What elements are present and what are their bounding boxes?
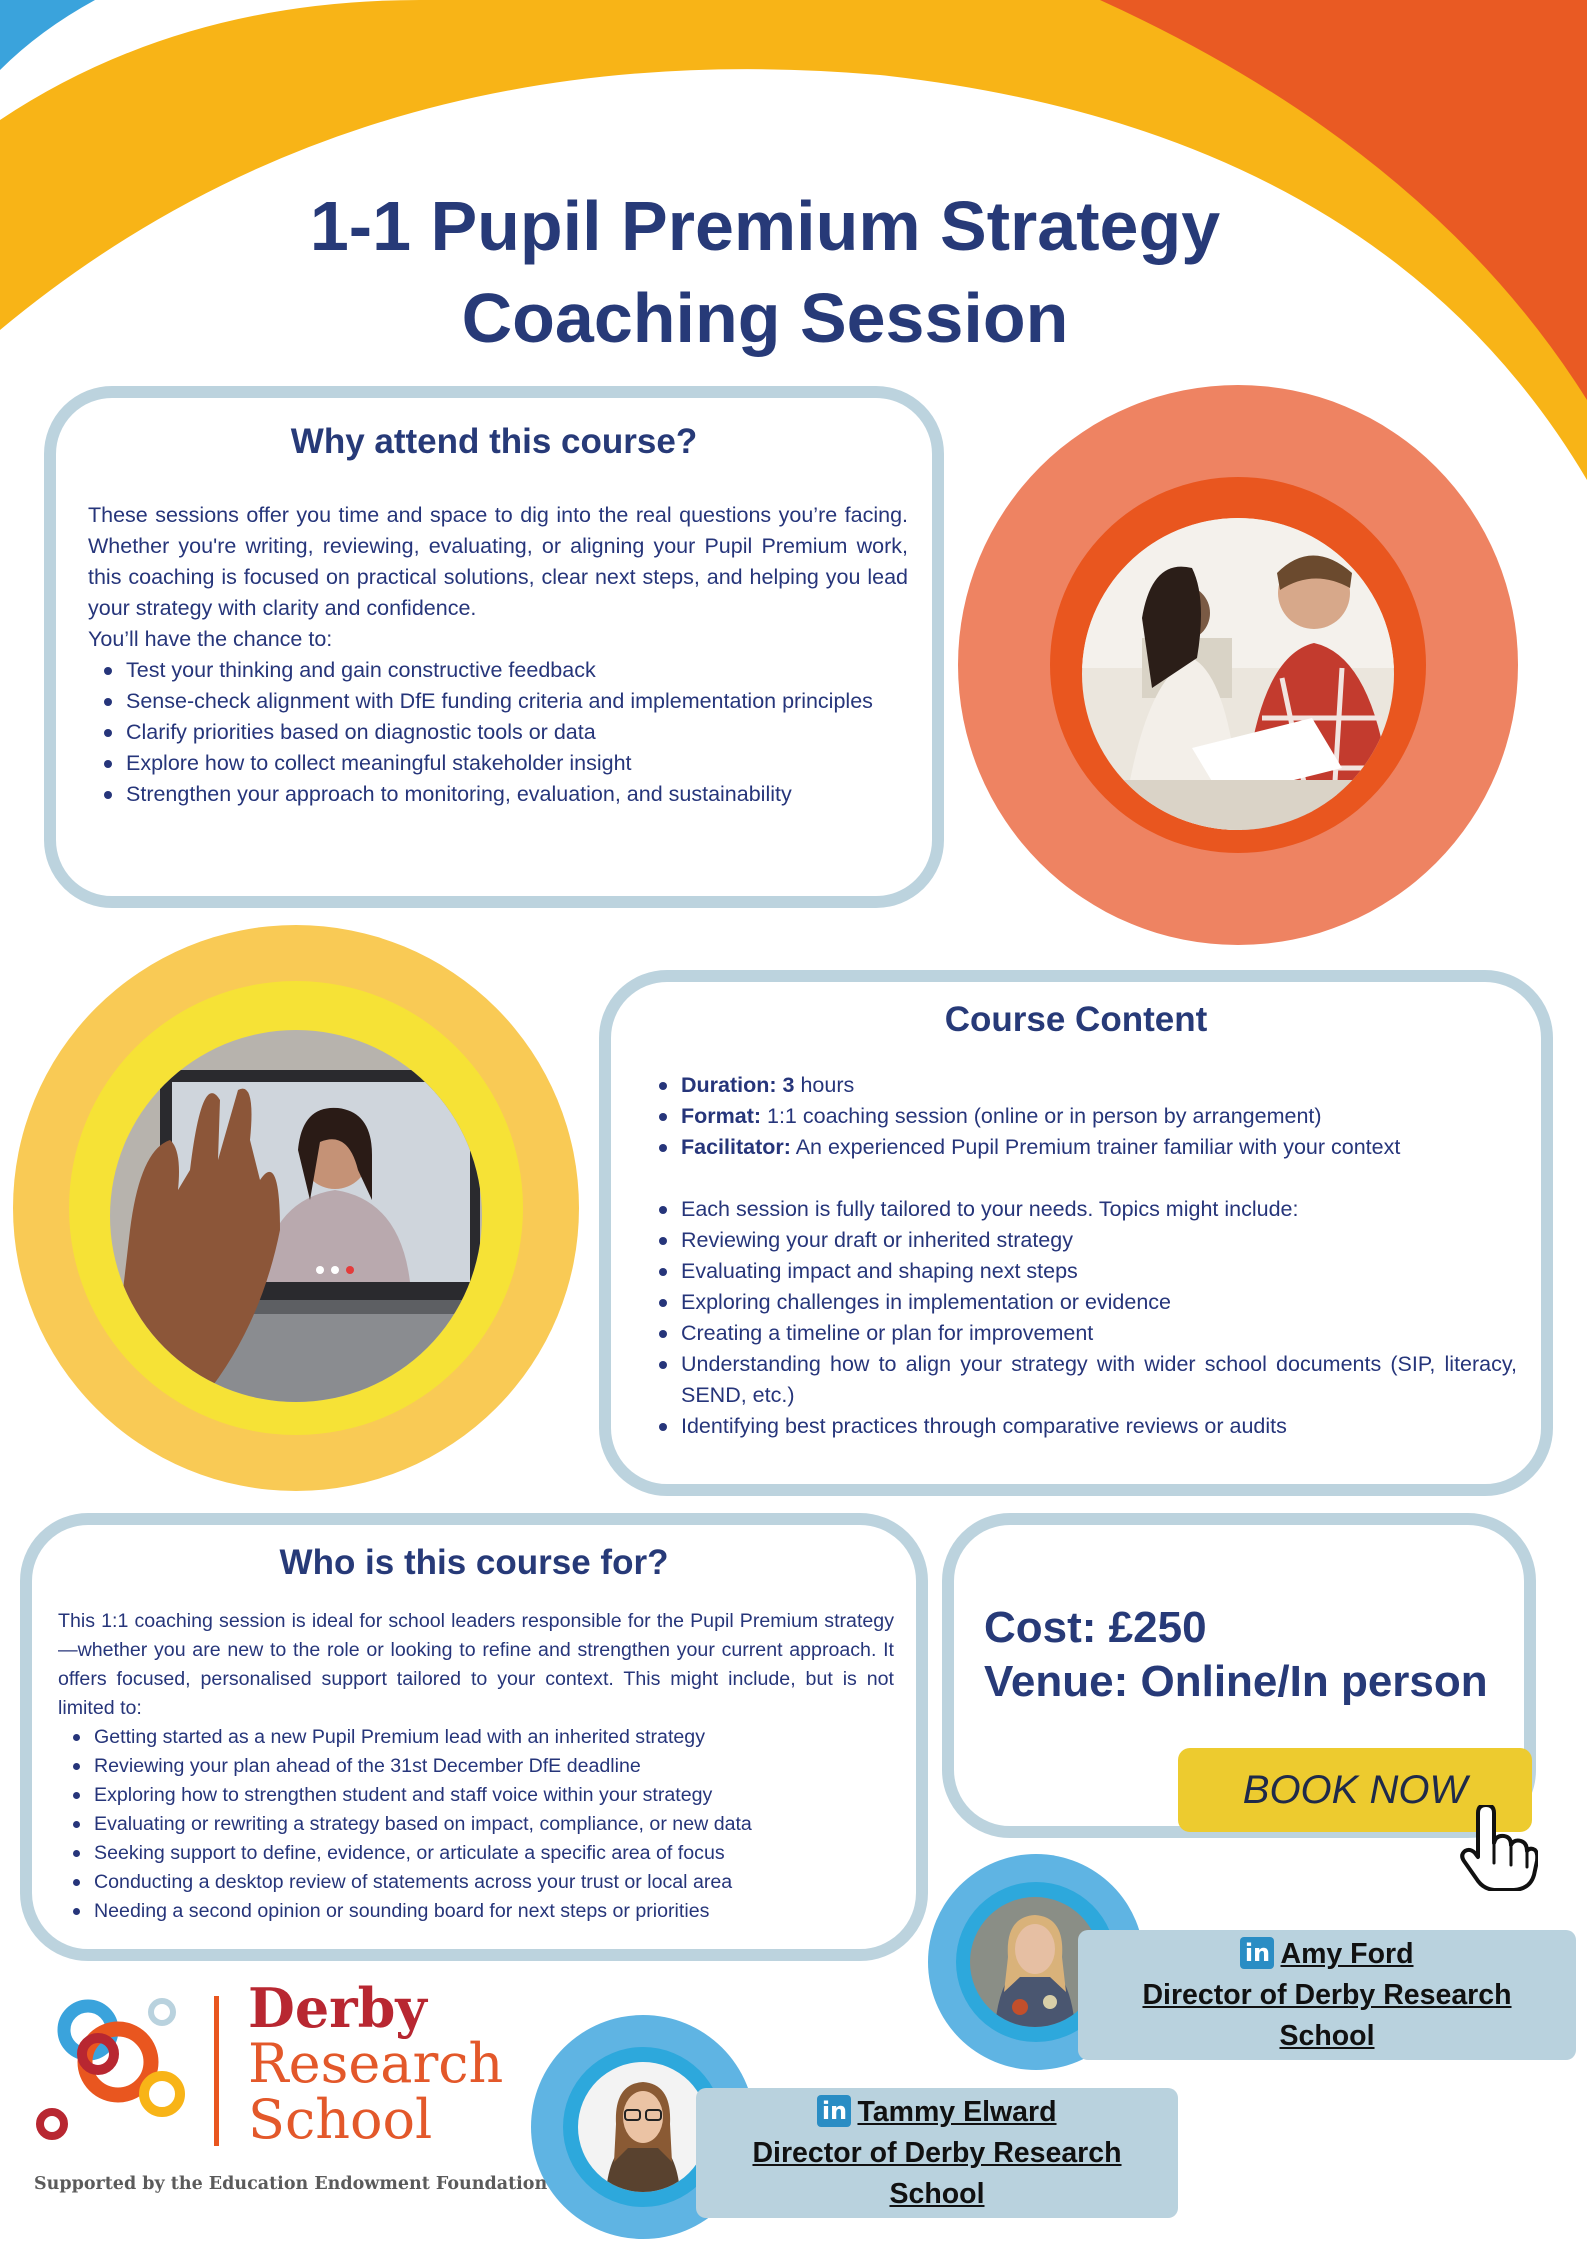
meeting-photo-illustration <box>1082 518 1394 830</box>
list-item: Exploring how to strengthen student and staff voice within your strategy <box>58 1781 894 1810</box>
format-label: Format: <box>681 1104 762 1128</box>
facilitator-item <box>643 1132 1517 1163</box>
tammy-role-line-1[interactable]: Director of Derby Research <box>752 2137 1122 2169</box>
why-attend-list <box>88 655 908 810</box>
format-item <box>643 1101 1517 1132</box>
amy-role-line-1[interactable]: Director of Derby Research <box>1142 1979 1512 2011</box>
book-now-button[interactable]: BOOK NOW <box>1178 1748 1532 1832</box>
list-item: Strengthen your approach to monitoring, evaluation, and sustainability <box>88 779 908 810</box>
tammy-name-line <box>696 2092 1178 2133</box>
list-item: Getting started as a new Pupil Premium lead with an inherited strategy <box>58 1723 894 1752</box>
tammy-role-line-2[interactable]: School <box>889 2178 985 2210</box>
list-item: Seeking support to define, evidence, or articulate a specific area of focus <box>58 1839 894 1868</box>
cost-line: Cost: £250 <box>984 1603 1207 1652</box>
tammy-portrait <box>578 2062 708 2192</box>
title-line-2: Coaching Session <box>461 279 1069 357</box>
course-content-heading: Course Content <box>944 1000 1208 1039</box>
course-content-card <box>599 970 1553 1496</box>
list-item: Explore how to collect meaningful stakeholder insight <box>88 748 908 779</box>
course-details-list <box>643 1070 1517 1163</box>
tammy-elward-photo <box>578 2062 708 2192</box>
list-item: Conducting a desktop review of statements across your trust or local area <box>58 1868 894 1897</box>
facilitator-value: An experienced Pupil Premium trainer familiar with your context <box>790 1135 1401 1159</box>
why-attend-lead: You’ll have the chance to: <box>88 627 333 651</box>
title-line-1: 1-1 Pupil Premium Strategy <box>309 187 1221 265</box>
duration-item <box>643 1070 1517 1101</box>
course-content-body <box>643 1070 1517 1442</box>
why-attend-card <box>44 386 944 908</box>
who-body <box>58 1607 894 1926</box>
list-item: Reviewing your draft or inherited strategy <box>643 1225 1517 1256</box>
list-item: Identifying best practices through comparative reviews or audits <box>643 1411 1517 1442</box>
list-item: Clarify priorities based on diagnostic tools or data <box>88 717 908 748</box>
list-item: Creating a timeline or plan for improvement <box>643 1318 1517 1349</box>
logo-word-research: Research <box>248 2032 504 2095</box>
list-item: Test your thinking and gain constructive feedback <box>88 655 908 686</box>
why-attend-heading: Why attend this course? <box>290 422 698 461</box>
course-topics-list <box>643 1194 1517 1442</box>
who-heading: Who is this course for? <box>279 1543 669 1582</box>
list-item: Needing a second opinion or sounding board for next steps or priorities <box>58 1897 894 1926</box>
duration-label: Duration: <box>681 1073 777 1097</box>
amy-name-line <box>1078 1934 1576 1975</box>
duration-unit: hours <box>794 1073 855 1097</box>
duration-value: 3 <box>782 1073 795 1097</box>
list-item: Each session is fully tailored to your needs. Topics might include: <box>643 1194 1517 1225</box>
list-item: Exploring challenges in implementation or evidence <box>643 1287 1517 1318</box>
who-list <box>58 1723 894 1926</box>
list-item: Sense-check alignment with DfE funding criteria and implementation principles <box>88 686 908 717</box>
amy-role-line-2[interactable]: School <box>1279 2020 1375 2052</box>
tammy-name-link[interactable]: Tammy Elward <box>857 2096 1057 2128</box>
who-intro: This 1:1 coaching session is ideal for school leaders responsible for the Pupil Premium strategy—whether you are new to the role or looking to refine and strengthen your current approach. It offers focused, personalised support tailored to your context. This might include, but is not limited to: <box>58 1610 894 1719</box>
page-title <box>180 180 1350 364</box>
tammy-elward-profile <box>696 2088 1178 2218</box>
meeting-photo <box>1082 518 1394 830</box>
why-attend-body <box>88 500 908 810</box>
list-item: Reviewing your plan ahead of the 31st December DfE deadline <box>58 1752 894 1781</box>
video-call-photo <box>110 1030 482 1402</box>
amy-name-link[interactable]: Amy Ford <box>1280 1938 1414 1970</box>
format-value: 1:1 coaching session (online or in person by arrangement) <box>761 1104 1322 1128</box>
hand-pointer-icon <box>1458 1805 1538 1891</box>
supported-by-text: Supported by the Education Endowment Foundation <box>34 2174 548 2194</box>
facilitator-label: Facilitator: <box>681 1135 791 1159</box>
logo-word-derby: Derby <box>248 1976 427 2040</box>
amy-ford-profile <box>1078 1930 1576 2060</box>
list-item: Understanding how to align your strategy with wider school documents (SIP, literacy, SEND, etc.) <box>643 1349 1517 1411</box>
linkedin-icon[interactable]: in <box>817 2095 851 2127</box>
list-item: Evaluating or rewriting a strategy based on impact, compliance, or new data <box>58 1810 894 1839</box>
blue-corner-shape <box>0 0 95 70</box>
linkedin-icon[interactable]: in <box>1240 1937 1274 1969</box>
cost-venue-text <box>984 1601 1488 1709</box>
video-call-illustration <box>110 1030 482 1402</box>
logo-word-school: School <box>248 2088 433 2151</box>
logo-wordmark <box>248 1976 504 2151</box>
who-is-this-for-card <box>20 1513 928 1961</box>
why-attend-intro: These sessions offer you time and space to dig into the real questions you’re facing. Whether you're writing, reviewing, evaluating, or aligning your Pupil Premium work, this coaching is focused on practical solutions, clear next steps, and helping you lead your strategy with clarity and confidence. <box>88 503 908 620</box>
list-item: Evaluating impact and shaping next steps <box>643 1256 1517 1287</box>
venue-line: Venue: Online/In person <box>984 1657 1488 1706</box>
